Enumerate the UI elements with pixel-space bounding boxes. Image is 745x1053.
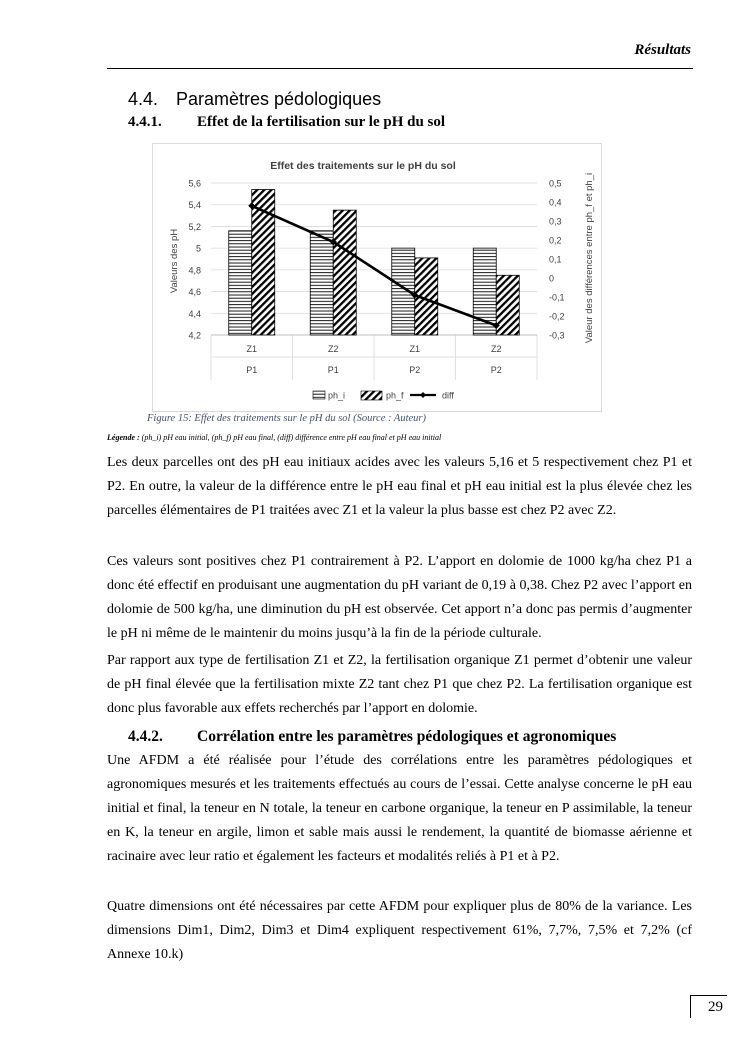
y-tick-label: 5,4 xyxy=(188,200,201,211)
section-title: Paramètres pédologiques xyxy=(176,89,382,109)
x-category-label: Z2 xyxy=(327,344,339,354)
bar-ph-f xyxy=(496,275,519,335)
ph-chart xyxy=(152,143,602,412)
section-heading xyxy=(128,89,381,110)
section-number: 4.4. xyxy=(128,89,159,109)
y2-axis-label: Valeur des différences entre ph_f et ph_i xyxy=(584,172,595,344)
y-axis-label: Valeurs des pH xyxy=(169,228,180,294)
y2-tick-label: 0,5 xyxy=(549,178,562,189)
x-group-label: P1 xyxy=(246,365,258,375)
subsection-title-2: Corrélation entre les paramètres pédologiques et agronomiques xyxy=(197,728,617,745)
y2-tick-label: -0,2 xyxy=(549,311,565,322)
legend-label-ph-i: ph_i xyxy=(328,390,346,401)
figure-legend-note xyxy=(107,433,441,442)
legend-swatch-ph-i xyxy=(313,391,325,399)
y-tick-label: 4,6 xyxy=(188,287,201,298)
subsection-heading-2 xyxy=(128,728,616,746)
subsection-heading-1 xyxy=(128,114,445,131)
figure-caption: Figure 15: Effet des traitements sur le pH du sol (Source : Auteur) xyxy=(147,413,426,424)
paragraph-2: Ces valeurs sont positives chez P1 contrairement à P2. L’apport en dolomie de 1000 kg/ha chez P1 a donc été effectif en produisant une augmentation du pH variant de 0,19 à 0,38. Chez P2 avec l’apport en dolomie de 500 kg/ha, une diminution du pH est observée. Cet apport n’a donc pas permis d’augmenter le pH ni même de le maintenir du moins jusqu’à la fin de la période culturale. xyxy=(107,554,692,641)
y-tick-label: 4,8 xyxy=(188,265,201,276)
subsection-title-1: Effet de la fertilisation sur le pH du sol xyxy=(197,114,446,130)
bar-ph-f xyxy=(333,210,356,335)
legend-marker-diff xyxy=(420,392,426,398)
paragraph-4: Une AFDM a été réalisée pour l’étude des corrélations entre les paramètres pédologiques et agronomiques mesurés et les traitements effectués au cours de l’essai. Cette analyse concerne le pH eau initial et final, la teneur en N totale, la teneur en carbone organique, la teneur en P assimilable, la teneur en K, la teneur en argile, limon et sable mais aussi le rendement, la quantité de biomasse aérienne et racinaire avec leur ratio et également les facteurs et modalités reliés à P1 et à P2. xyxy=(107,753,692,864)
x-group-label: P2 xyxy=(409,365,421,375)
paragraph-5: Quatre dimensions ont été nécessaires par cette AFDM pour expliquer plus de 80% de la variance. Les dimensions Dim1, Dim2, Dim3 et Dim4 expliquent respectivement 61%, 7,7%, 7,5% et 7,2% (cf Annexe 10.k) xyxy=(107,899,692,962)
paragraph-3: Par rapport aux type de fertilisation Z1 et Z2, la fertilisation organique Z1 permet d’obtenir une valeur de pH final élevée que la fertilisation mixte Z2 tant chez P1 que chez P2. La fertilisation organique est donc plus favorable aux effets recherchés par l’apport en dolomie. xyxy=(107,653,692,716)
x-category-label: Z2 xyxy=(490,344,502,354)
bar-ph-i xyxy=(229,231,252,335)
legend-label-ph-f: ph_f xyxy=(386,390,404,401)
x-category-label: Z1 xyxy=(246,344,258,354)
chart-legend xyxy=(313,391,454,401)
subsection-number-1: 4.4.1. xyxy=(128,114,162,130)
legend-label-diff: diff xyxy=(442,390,454,401)
x-category-label: Z1 xyxy=(409,344,421,354)
legend-note-text: (ph_i) pH eau initial, (ph_f) pH eau final, (diff) différence entre pH eau final et pH eau initial xyxy=(139,433,442,442)
y2-tick-label: 0,1 xyxy=(549,254,562,265)
x-group-label: P1 xyxy=(327,365,339,375)
paragraph-1: Les deux parcelles ont des pH eau initiaux acides avec les valeurs 5,16 et 5 respectivement chez P1 et P2. En outre, la valeur de la différence entre le pH eau final et pH eau initial est la plus élevée chez les parcelles élémentaires de P1 traitées avec Z1 et la valeur la plus basse est chez P2 avec Z2. xyxy=(107,455,692,518)
y2-tick-label: 0,4 xyxy=(549,197,562,208)
y2-tick-label: 0,3 xyxy=(549,216,562,227)
line-diff xyxy=(252,206,497,326)
y-tick-label: 5,2 xyxy=(188,221,201,232)
y2-tick-label: -0,3 xyxy=(549,330,565,341)
y2-tick-label: 0 xyxy=(549,273,555,284)
page-number: 29 xyxy=(690,995,727,1018)
chart-title: Effet des traitements sur le pH du sol xyxy=(270,160,456,172)
y-tick-label: 5,6 xyxy=(188,178,201,189)
legend-note-label: Légende : xyxy=(107,433,140,442)
header-rule xyxy=(107,68,693,69)
running-header: Résultats xyxy=(634,42,691,58)
subsection-number-2: 4.4.2. xyxy=(128,728,163,745)
y2-tick-label: 0,2 xyxy=(549,235,562,246)
y-tick-label: 4,2 xyxy=(188,330,201,341)
x-group-label: P2 xyxy=(490,365,502,375)
y-tick-label: 4,4 xyxy=(188,308,201,319)
ph-chart-svg xyxy=(153,144,601,411)
y2-tick-label: -0,1 xyxy=(549,292,565,303)
bar-ph-i xyxy=(310,231,333,335)
legend-swatch-ph-f xyxy=(361,391,382,400)
y-tick-label: 5 xyxy=(195,243,201,254)
